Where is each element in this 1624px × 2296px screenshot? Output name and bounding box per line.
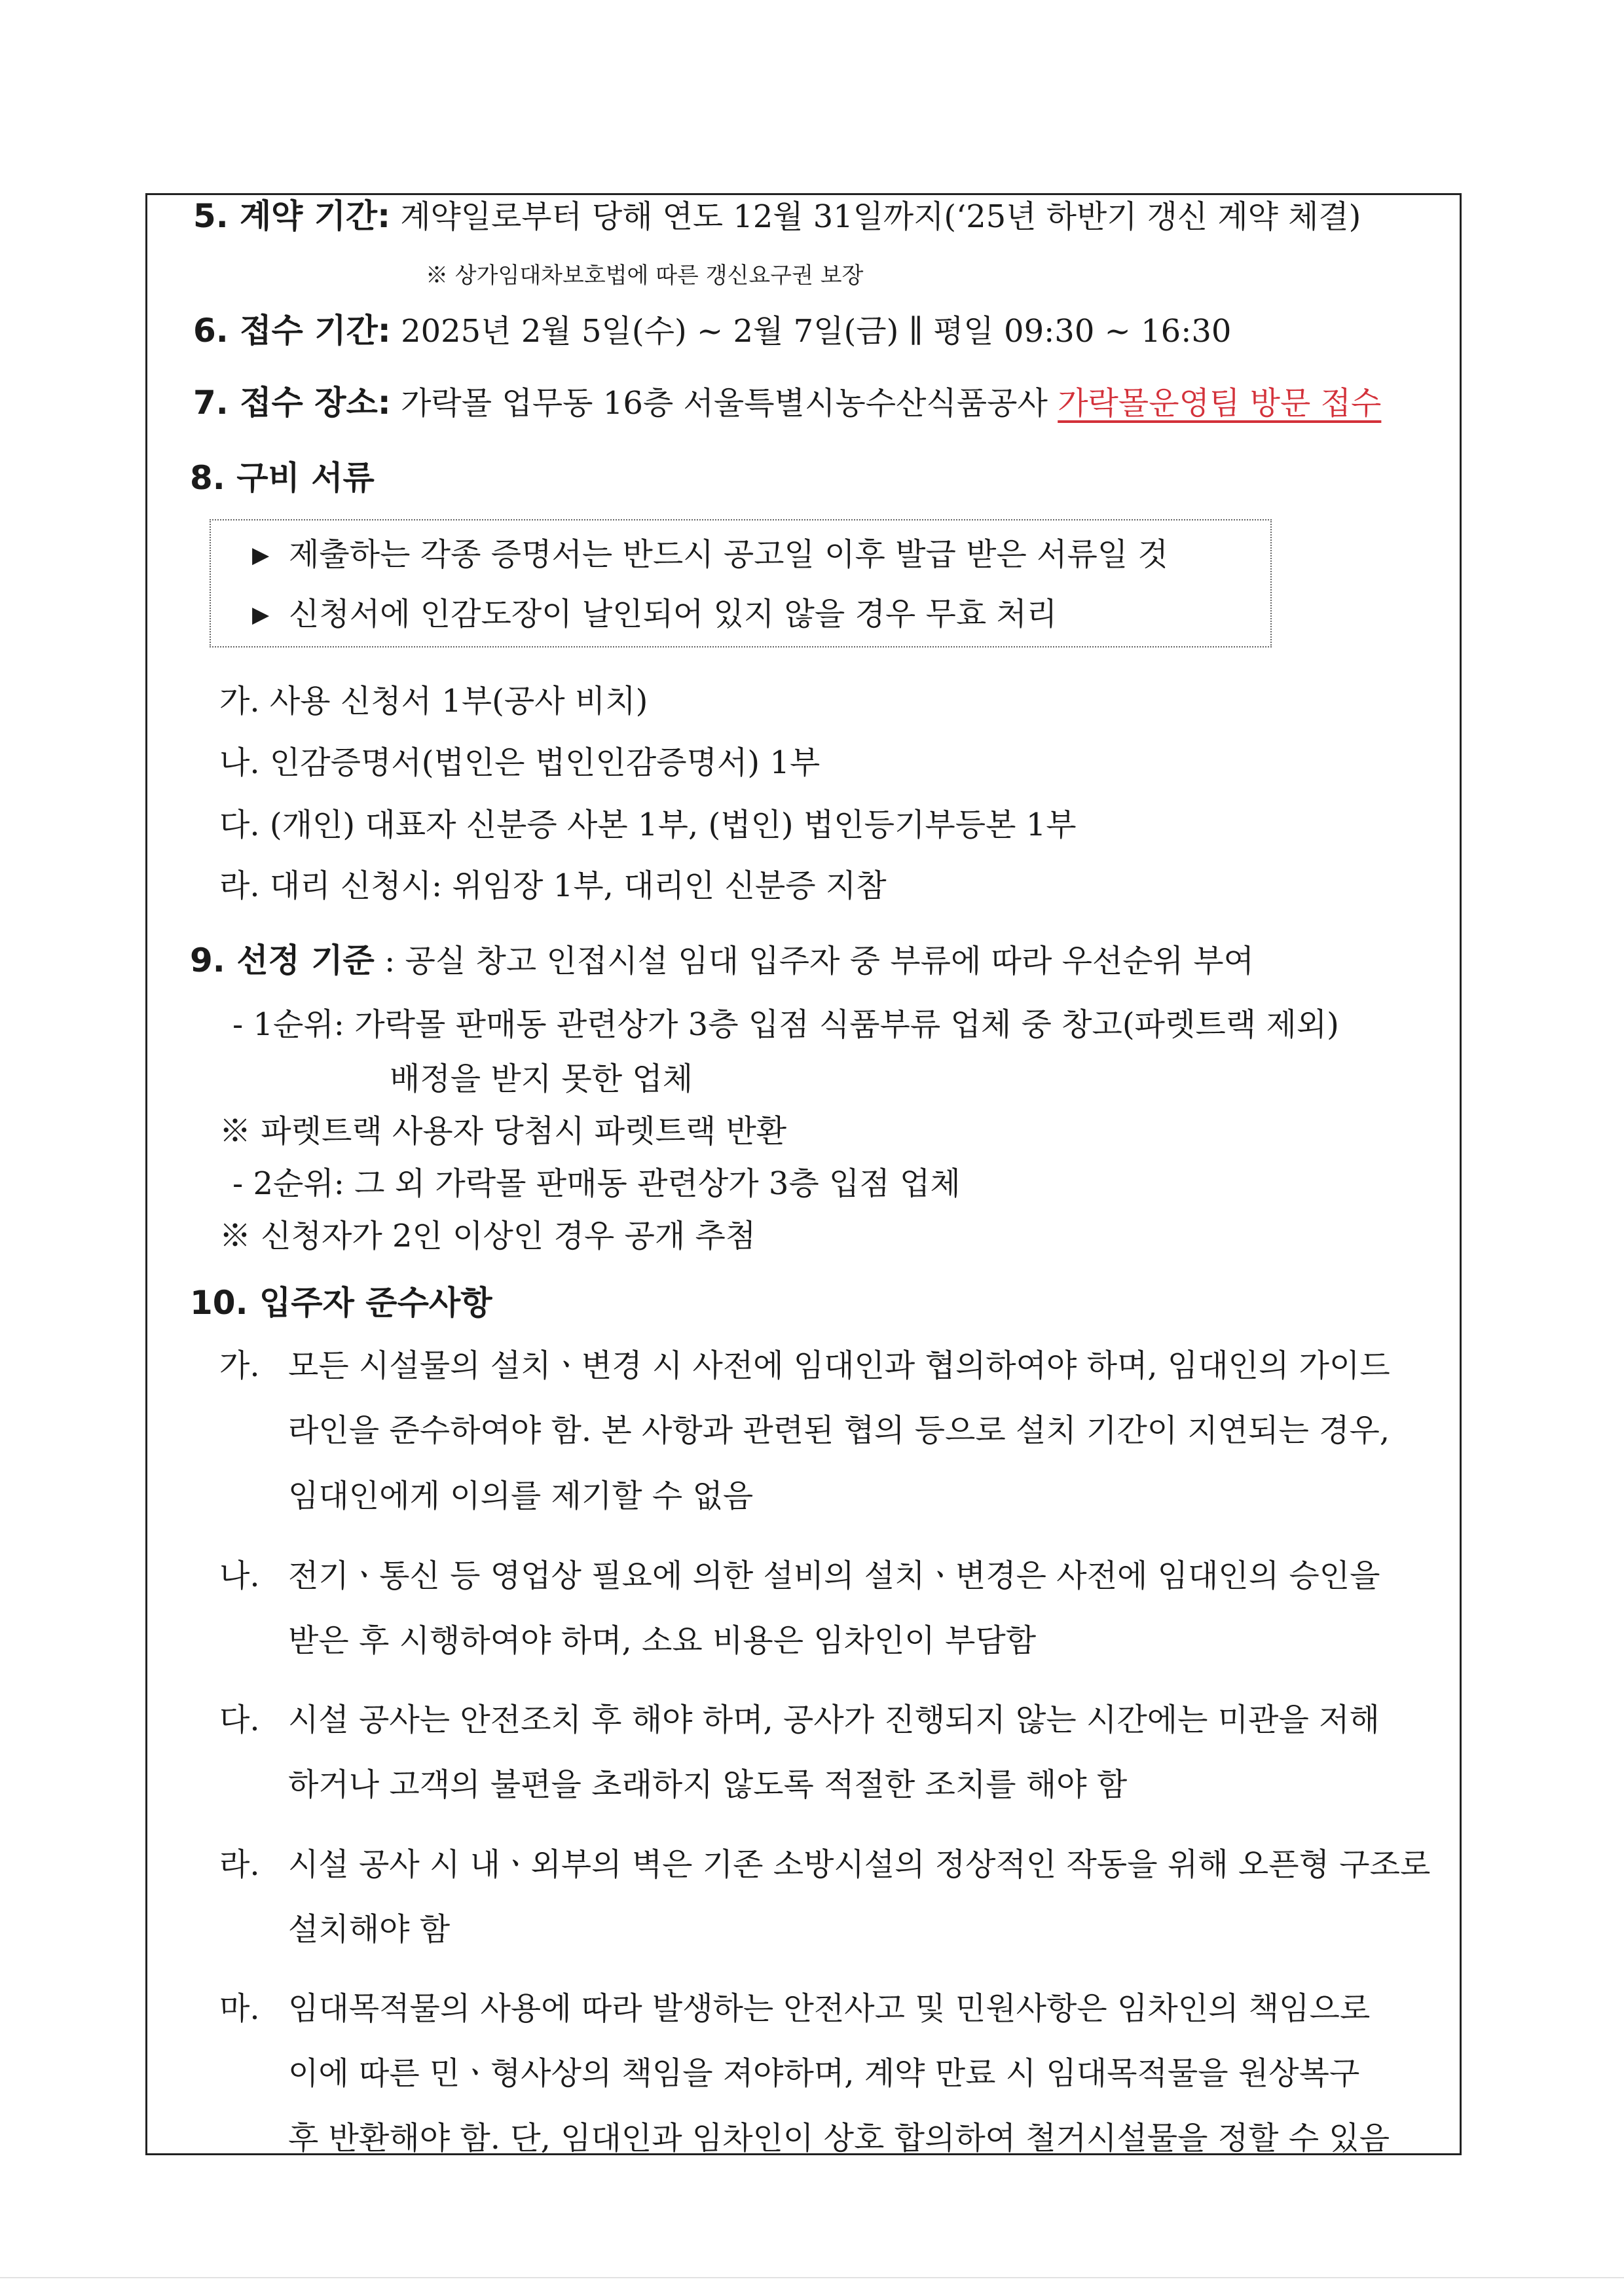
section-5-note: ※ 상가임대차보호법에 따른 갱신요구권 보장 [426, 263, 864, 289]
notice-text: 신청서에 인감도장이 날인되어 있지 않을 경우 무효 처리 [289, 596, 1058, 632]
doc-item: 가. 사용 신청서 1부(공사 비치) [219, 683, 648, 720]
rule-ga-line: 라인을 준수하여야 함. 본 사항과 관련된 협의 등으로 설치 기간이 지연되는 경우, [288, 1412, 1390, 1449]
scan-edge-divider [0, 2277, 1624, 2278]
priority-1-text: 가락몰 판매동 관련상가 3층 입점 식품부류 업체 중 창고(파렛트랙 제외) [354, 1006, 1339, 1043]
rule-da-label: 다. [219, 1702, 260, 1738]
notice-item [252, 535, 1168, 575]
rule-na-line: 전기ㆍ통신 등 영업상 필요에 의한 설비의 설치ㆍ변경은 사전에 임대인의 승인을 [288, 1558, 1380, 1594]
section-7-highlight: 가락몰운영팀 방문 접수 [1058, 385, 1382, 422]
triangle-bullet-icon: ▶ [252, 542, 270, 568]
rule-ma-label: 마. [219, 1990, 260, 2027]
notice-item [252, 594, 1057, 634]
notice-text: 제출하는 각종 증명서는 반드시 공고일 이후 발급 받은 서류일 것 [289, 536, 1168, 573]
rule-ga-line: 임대인에게 이의를 제기할 수 없음 [288, 1478, 754, 1514]
section-6-body: 2025년 2월 5일(수) ~ 2월 7일(금) ∥ 평일 09:30 ~ 16:30 [401, 313, 1232, 350]
rule-ma-line: 이에 따른 민ㆍ형사상의 책임을 져야하며, 계약 만료 시 임대목적물을 원상복구 [288, 2055, 1360, 2092]
section-5-heading: 5. 계약 기간: [193, 197, 391, 235]
priority-1-line [232, 1005, 1339, 1044]
doc-item: 나. 인감증명서(법인은 법인인감증명서) 1부 [219, 744, 821, 781]
priority-1-continuation: 배정을 받지 못한 업체 [390, 1061, 693, 1097]
section-10-heading: 10. 입주자 준수사항 [190, 1284, 492, 1322]
triangle-bullet-icon: ▶ [252, 602, 270, 628]
rule-ra-label: 라. [219, 1846, 260, 1883]
section-9-intro: : 공실 창고 인접시설 임대 입주자 중 부류에 따라 우선순위 부여 [384, 943, 1255, 979]
section-6-heading: 6. 접수 기간: [193, 312, 391, 350]
rule-ga-line: 모든 시설물의 설치ㆍ변경 시 사전에 임대인과 협의하여야 하며, 임대인의 가이드 [288, 1347, 1390, 1384]
rule-da-line: 시설 공사는 안전조치 후 해야 하며, 공사가 진행되지 않는 시간에는 미관을 저해 [288, 1702, 1380, 1738]
doc-item: 다. (개인) 대표자 신분증 사본 1부, (법인) 법인등기부등본 1부 [219, 807, 1077, 843]
rule-ra-line: 설치해야 함 [288, 1911, 451, 1948]
rule-na-line: 받은 후 시행하여야 하며, 소요 비용은 임차인이 부담함 [288, 1622, 1037, 1659]
rule-da-line: 하거나 고객의 불편을 초래하지 않도록 적절한 조치를 해야 함 [288, 1766, 1128, 1803]
priority-2-note: ※ 신청자가 2인 이상인 경우 공개 추첨 [219, 1218, 756, 1254]
section-6-line [193, 311, 1231, 351]
priority-1-label: - 1순위: [232, 1006, 344, 1043]
rule-ma-line: 후 반환해야 함. 단, 임대인과 임차인이 상호 합의하여 철거시설물을 정할 수 있음 [288, 2120, 1390, 2157]
rule-na-label: 나. [219, 1558, 260, 1594]
section-5-line [193, 196, 1444, 236]
rule-ra-line: 시설 공사 시 내ㆍ외부의 벽은 기존 소방시설의 정상적인 작동을 위해 오픈형 구조로 [288, 1846, 1431, 1883]
section-7-line [193, 383, 1381, 423]
priority-1-note: ※ 파렛트랙 사용자 당첨시 파렛트랙 반환 [219, 1113, 787, 1150]
doc-item: 라. 대리 신청시: 위임장 1부, 대리인 신분증 지참 [219, 867, 887, 904]
section-9-line [190, 941, 1254, 981]
section-8-heading: 8. 구비 서류 [190, 459, 375, 497]
section-5-body: 계약일로부터 당해 연도 12월 31일까지(‘25년 하반기 갱신 계약 체결) [400, 198, 1361, 235]
rule-ma-line: 임대목적물의 사용에 따라 발생하는 안전사고 및 민원사항은 임차인의 책임으로 [288, 1990, 1371, 2027]
section-7-body: 가락몰 업무동 16층 서울특별시농수산식품공사 [401, 385, 1048, 422]
section-9-heading: 9. 선정 기준 [190, 941, 375, 979]
section-7-heading: 7. 접수 장소: [193, 384, 391, 422]
priority-2-line: - 2순위: 그 외 가락몰 판매동 관련상가 3층 입점 업체 [232, 1165, 961, 1202]
rule-ga-label: 가. [219, 1347, 260, 1384]
